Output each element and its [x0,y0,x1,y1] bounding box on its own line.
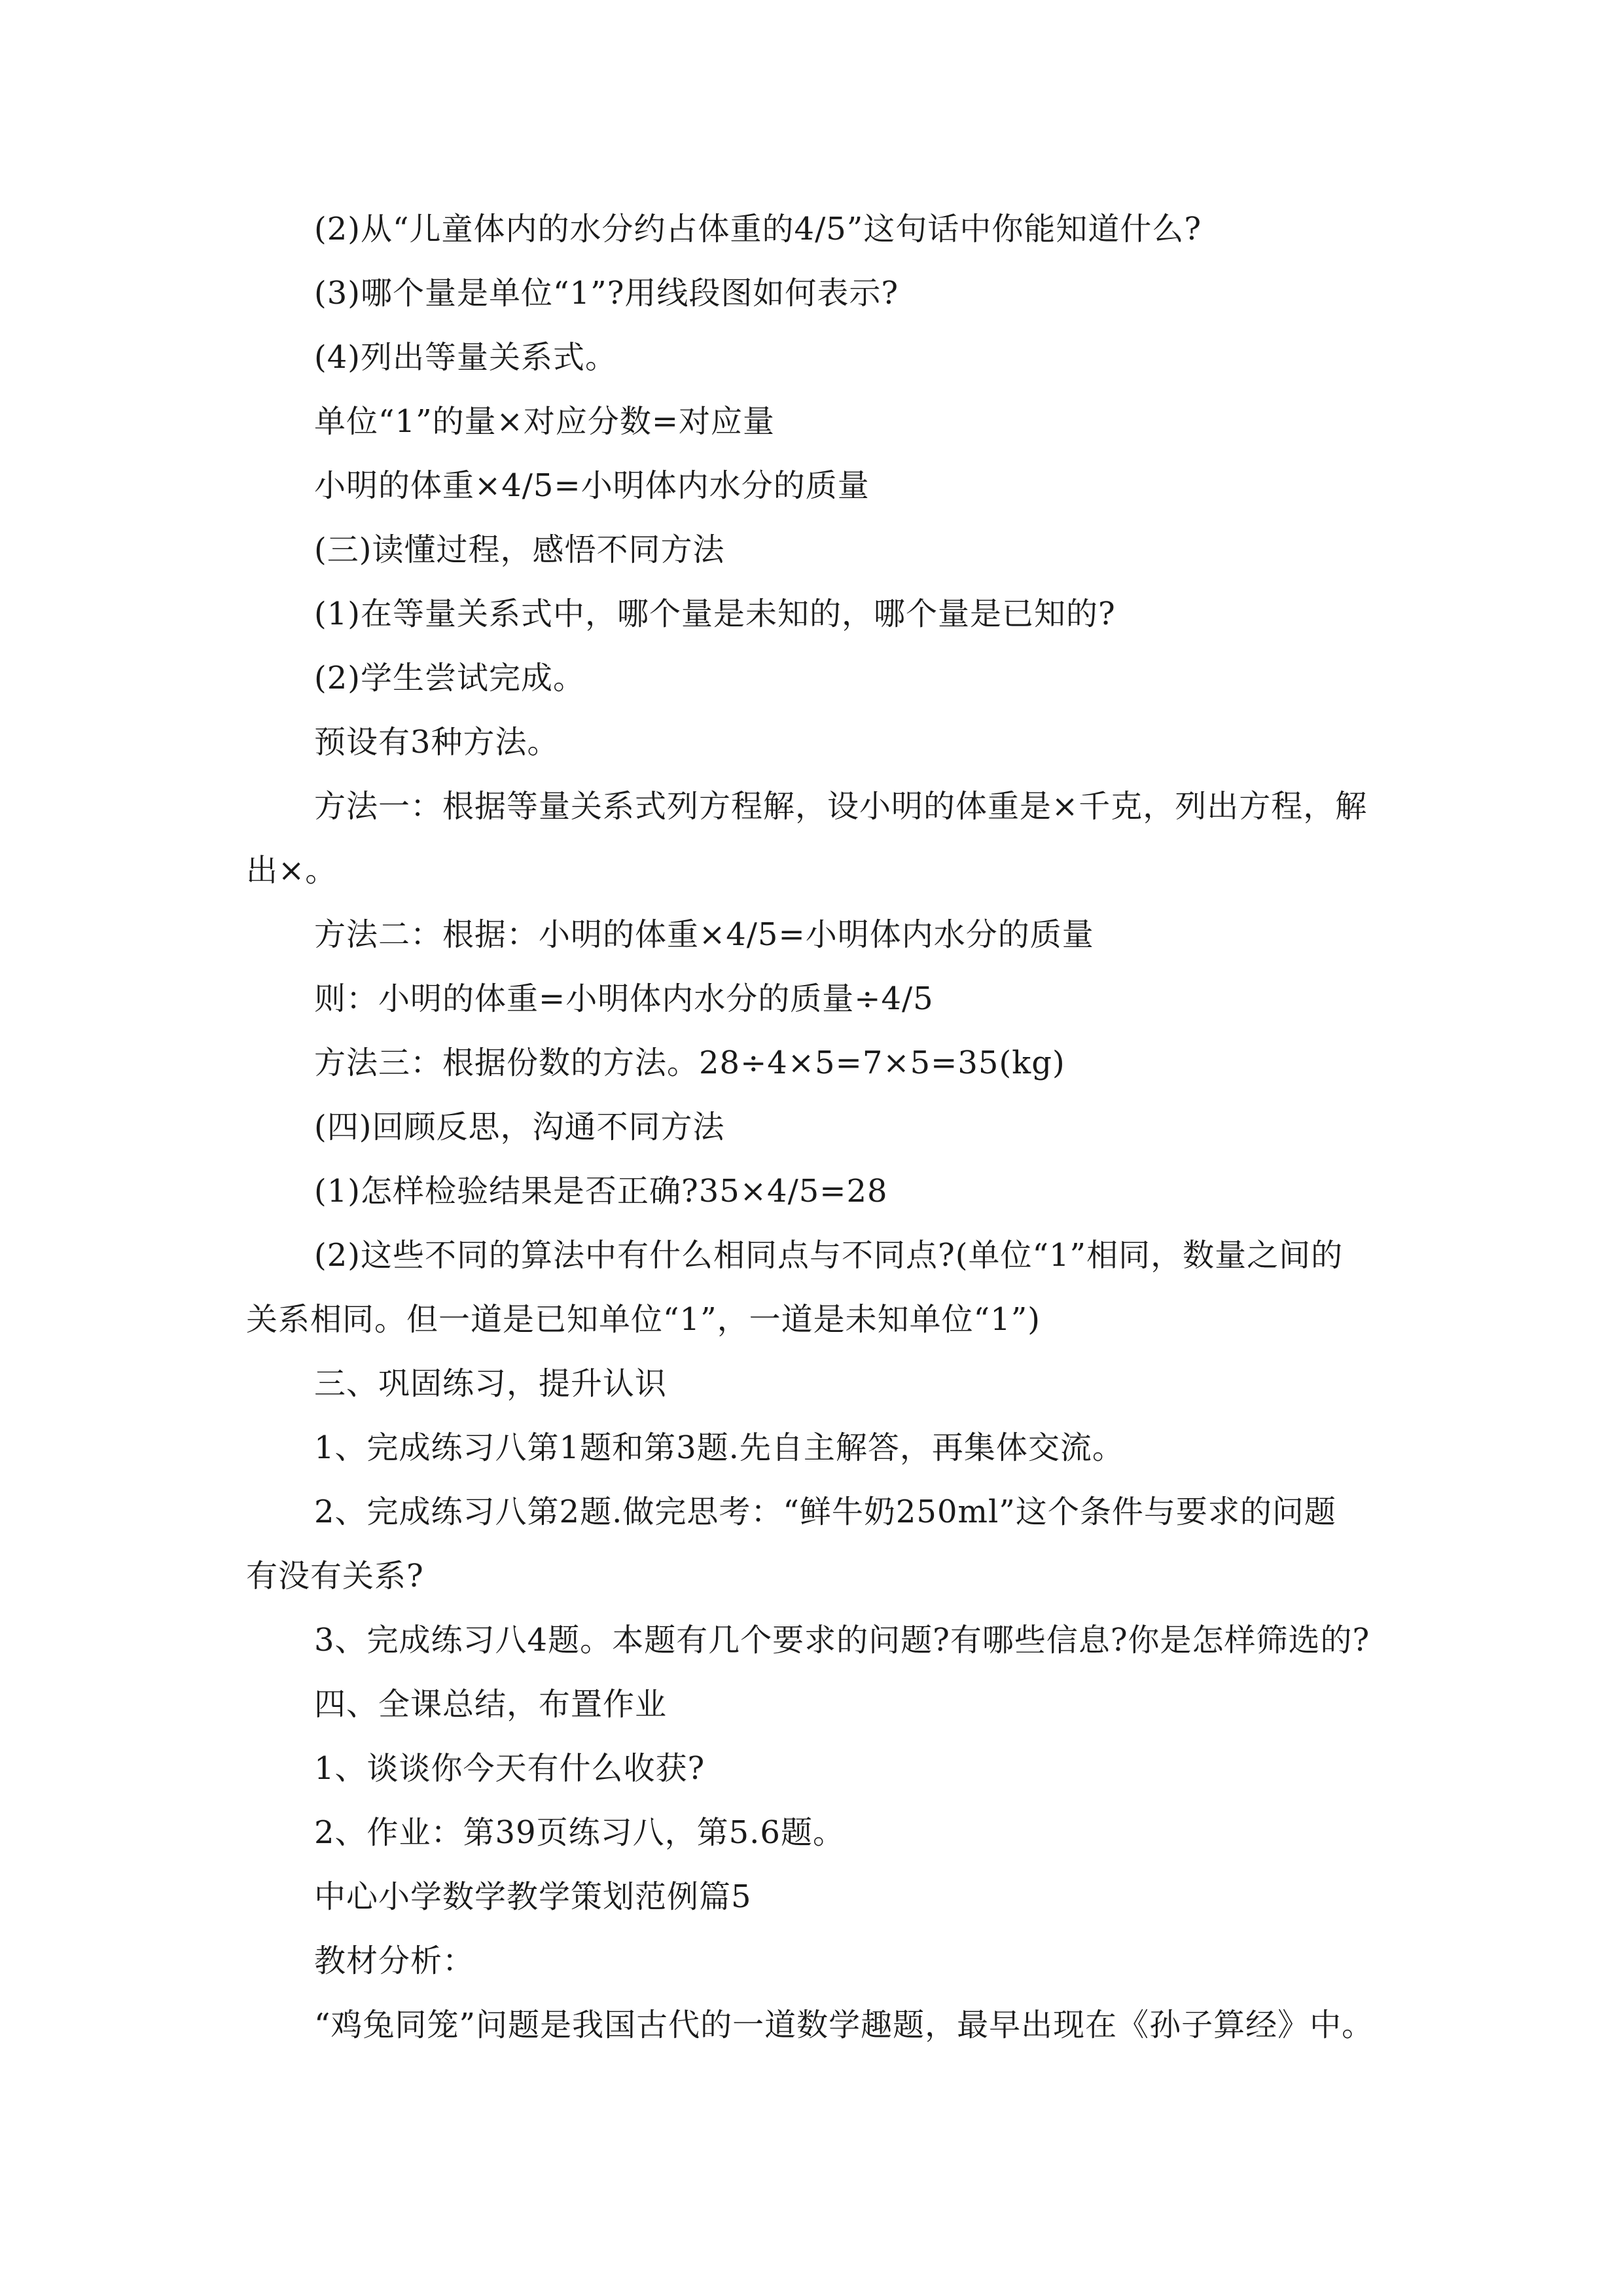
section-heading-summary: 四、全课总结，布置作业 [314,1686,668,1723]
text-line-14: 方法三：根据份数的方法。28÷4×5=7×5=35(kg) [314,1045,1065,1081]
text-line-5: 小明的体重×4/5=小明体内水分的质量 [314,467,870,504]
section-heading-4: (四)回顾反思，沟通不同方法 [314,1109,725,1145]
text-line-22: 有没有关系? [246,1558,424,1594]
text-line-26: 2、作业：第39页练习八，第5.6题。 [314,1814,845,1851]
text-line-16: (1)怎样检验结果是否正确?35×4/5=28 [314,1173,888,1210]
text-line-13: 则：小明的体重=小明体内水分的质量÷4/5 [314,980,934,1017]
text-line-29: “鸡兔同笼”问题是我国古代的一道数学趣题，最早出现在《孙子算经》中。 [314,2007,1374,2043]
text-line-18: 关系相同。但一道是已知单位“1”，一道是未知单位“1”) [246,1301,1041,1338]
text-line-25: 1、谈谈你今天有什么收获? [314,1750,705,1787]
text-line-20: 1、完成练习八第1题和第3题.先自主解答，再集体交流。 [314,1429,1124,1466]
text-line-9: 预设有3种方法。 [314,724,560,761]
text-line-4: 单位“1”的量×对应分数=对应量 [314,403,776,440]
chapter-title: 中心小学数学教学策划范例篇5 [314,1878,752,1915]
text-line-7: (1)在等量关系式中，哪个量是未知的，哪个量是已知的? [314,596,1116,632]
text-line-2: (3)哪个量是单位“1”?用线段图如何表示? [314,275,899,312]
text-line-23: 3、完成练习八4题。本题有几个要求的问题?有哪些信息?你是怎样筛选的? [314,1622,1370,1659]
subsection-label: 教材分析： [314,1943,475,1979]
text-line-12: 方法二：根据：小明的体重×4/5=小明体内水分的质量 [314,916,1094,953]
text-line-10: 方法一：根据等量关系式列方程解，设小明的体重是×千克，列出方程，解 [314,788,1368,825]
text-line-11: 出×。 [246,852,338,889]
section-heading-3: (三)读懂过程，感悟不同方法 [314,531,725,568]
text-line-21: 2、完成练习八第2题.做完思考：“鲜牛奶250ml”这个条件与要求的问题 [314,1494,1336,1530]
text-line-1: (2)从“儿童体内的水分约占体重的4/5”这句话中你能知道什么? [314,211,1202,247]
section-heading-practice: 三、巩固练习，提升认识 [314,1365,668,1402]
text-line-3: (4)列出等量关系式。 [314,339,617,376]
text-line-17: (2)这些不同的算法中有什么相同点与不同点?(单位“1”相同，数量之间的 [314,1237,1344,1274]
text-line-8: (2)学生尝试完成。 [314,660,585,696]
